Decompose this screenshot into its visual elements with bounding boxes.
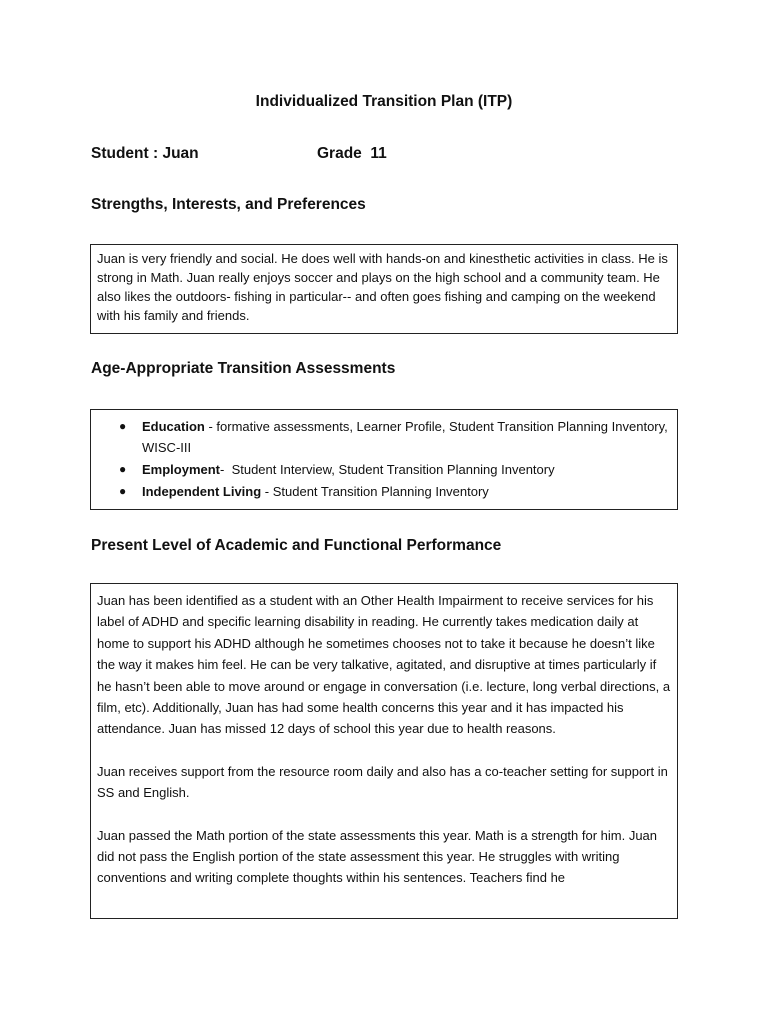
bullet-icon: ● (119, 462, 127, 476)
strengths-text: Juan is very friendly and social. He does well with hands-on and kinesthetic activities in class. He is strong in Math. Juan really enjoys soccer and plays on the high school and a community team. He also likes the outdoors- fishing in particular-- and often goes fishing and camping on the weekend with his family and friends. (97, 251, 668, 323)
performance-paragraph: Juan passed the Math portion of the state assessments this year. Math is a strength for him. Juan did not pass the English portion of the state assessment this year. He struggles with writing conventions and writing complete thoughts within his sentences. Teachers find he (97, 827, 658, 886)
assessment-text: - Student Interview, Student Transition Planning Inventory (220, 462, 555, 477)
student-info (91, 145, 387, 163)
bullet-icon: ● (119, 484, 127, 498)
assessment-label: Independent Living (142, 484, 262, 499)
list-item (97, 459, 671, 480)
assessments-heading: Age-Appropriate Transition Assessments (91, 360, 396, 377)
performance-paragraph: Juan receives support from the resource room daily and also has a co-teacher setting for support in SS and English. (97, 763, 668, 801)
performance-paragraph: Juan has been identified as a student with an Other Health Impairment to receive services for his label of ADHD and specific learning disability in reading. He currently takes medication daily at home to support his ADHD although he sometimes chooses not to take it because he doesn’t like the way it makes him feel. He can be very talkative, agitated, and disruptive at times particularly if he hasn’t been able to move around or engage in conversation (i.e. lecture, long verbal directions, a film, etc). Additionally, Juan has had some health concerns this year and it has impacted his attendance. Juan has missed 12 days of school this year due to health reasons. (97, 593, 671, 737)
list-item (97, 481, 671, 502)
document-title: Individualized Transition Plan (ITP) (255, 93, 513, 110)
performance-heading: Present Level of Academic and Functional Performance (91, 537, 502, 554)
strengths-box (90, 244, 678, 334)
strengths-heading: Strengths, Interests, and Preferences (91, 196, 366, 213)
student-grade: Grade 11 (317, 145, 387, 162)
student-name: Student : Juan (91, 145, 199, 162)
assessments-box (90, 409, 678, 510)
performance-box (90, 583, 678, 919)
assessments-list (97, 416, 671, 502)
assessment-text: - Student Transition Planning Inventory (261, 484, 489, 499)
list-item (97, 416, 671, 458)
assessment-label: Education (142, 419, 205, 434)
assessment-text: - formative assessments, Learner Profile, Student Transition Planning Inventory, WISC-III (142, 419, 672, 455)
bullet-icon: ● (119, 419, 127, 433)
assessment-label: Employment (142, 462, 221, 477)
